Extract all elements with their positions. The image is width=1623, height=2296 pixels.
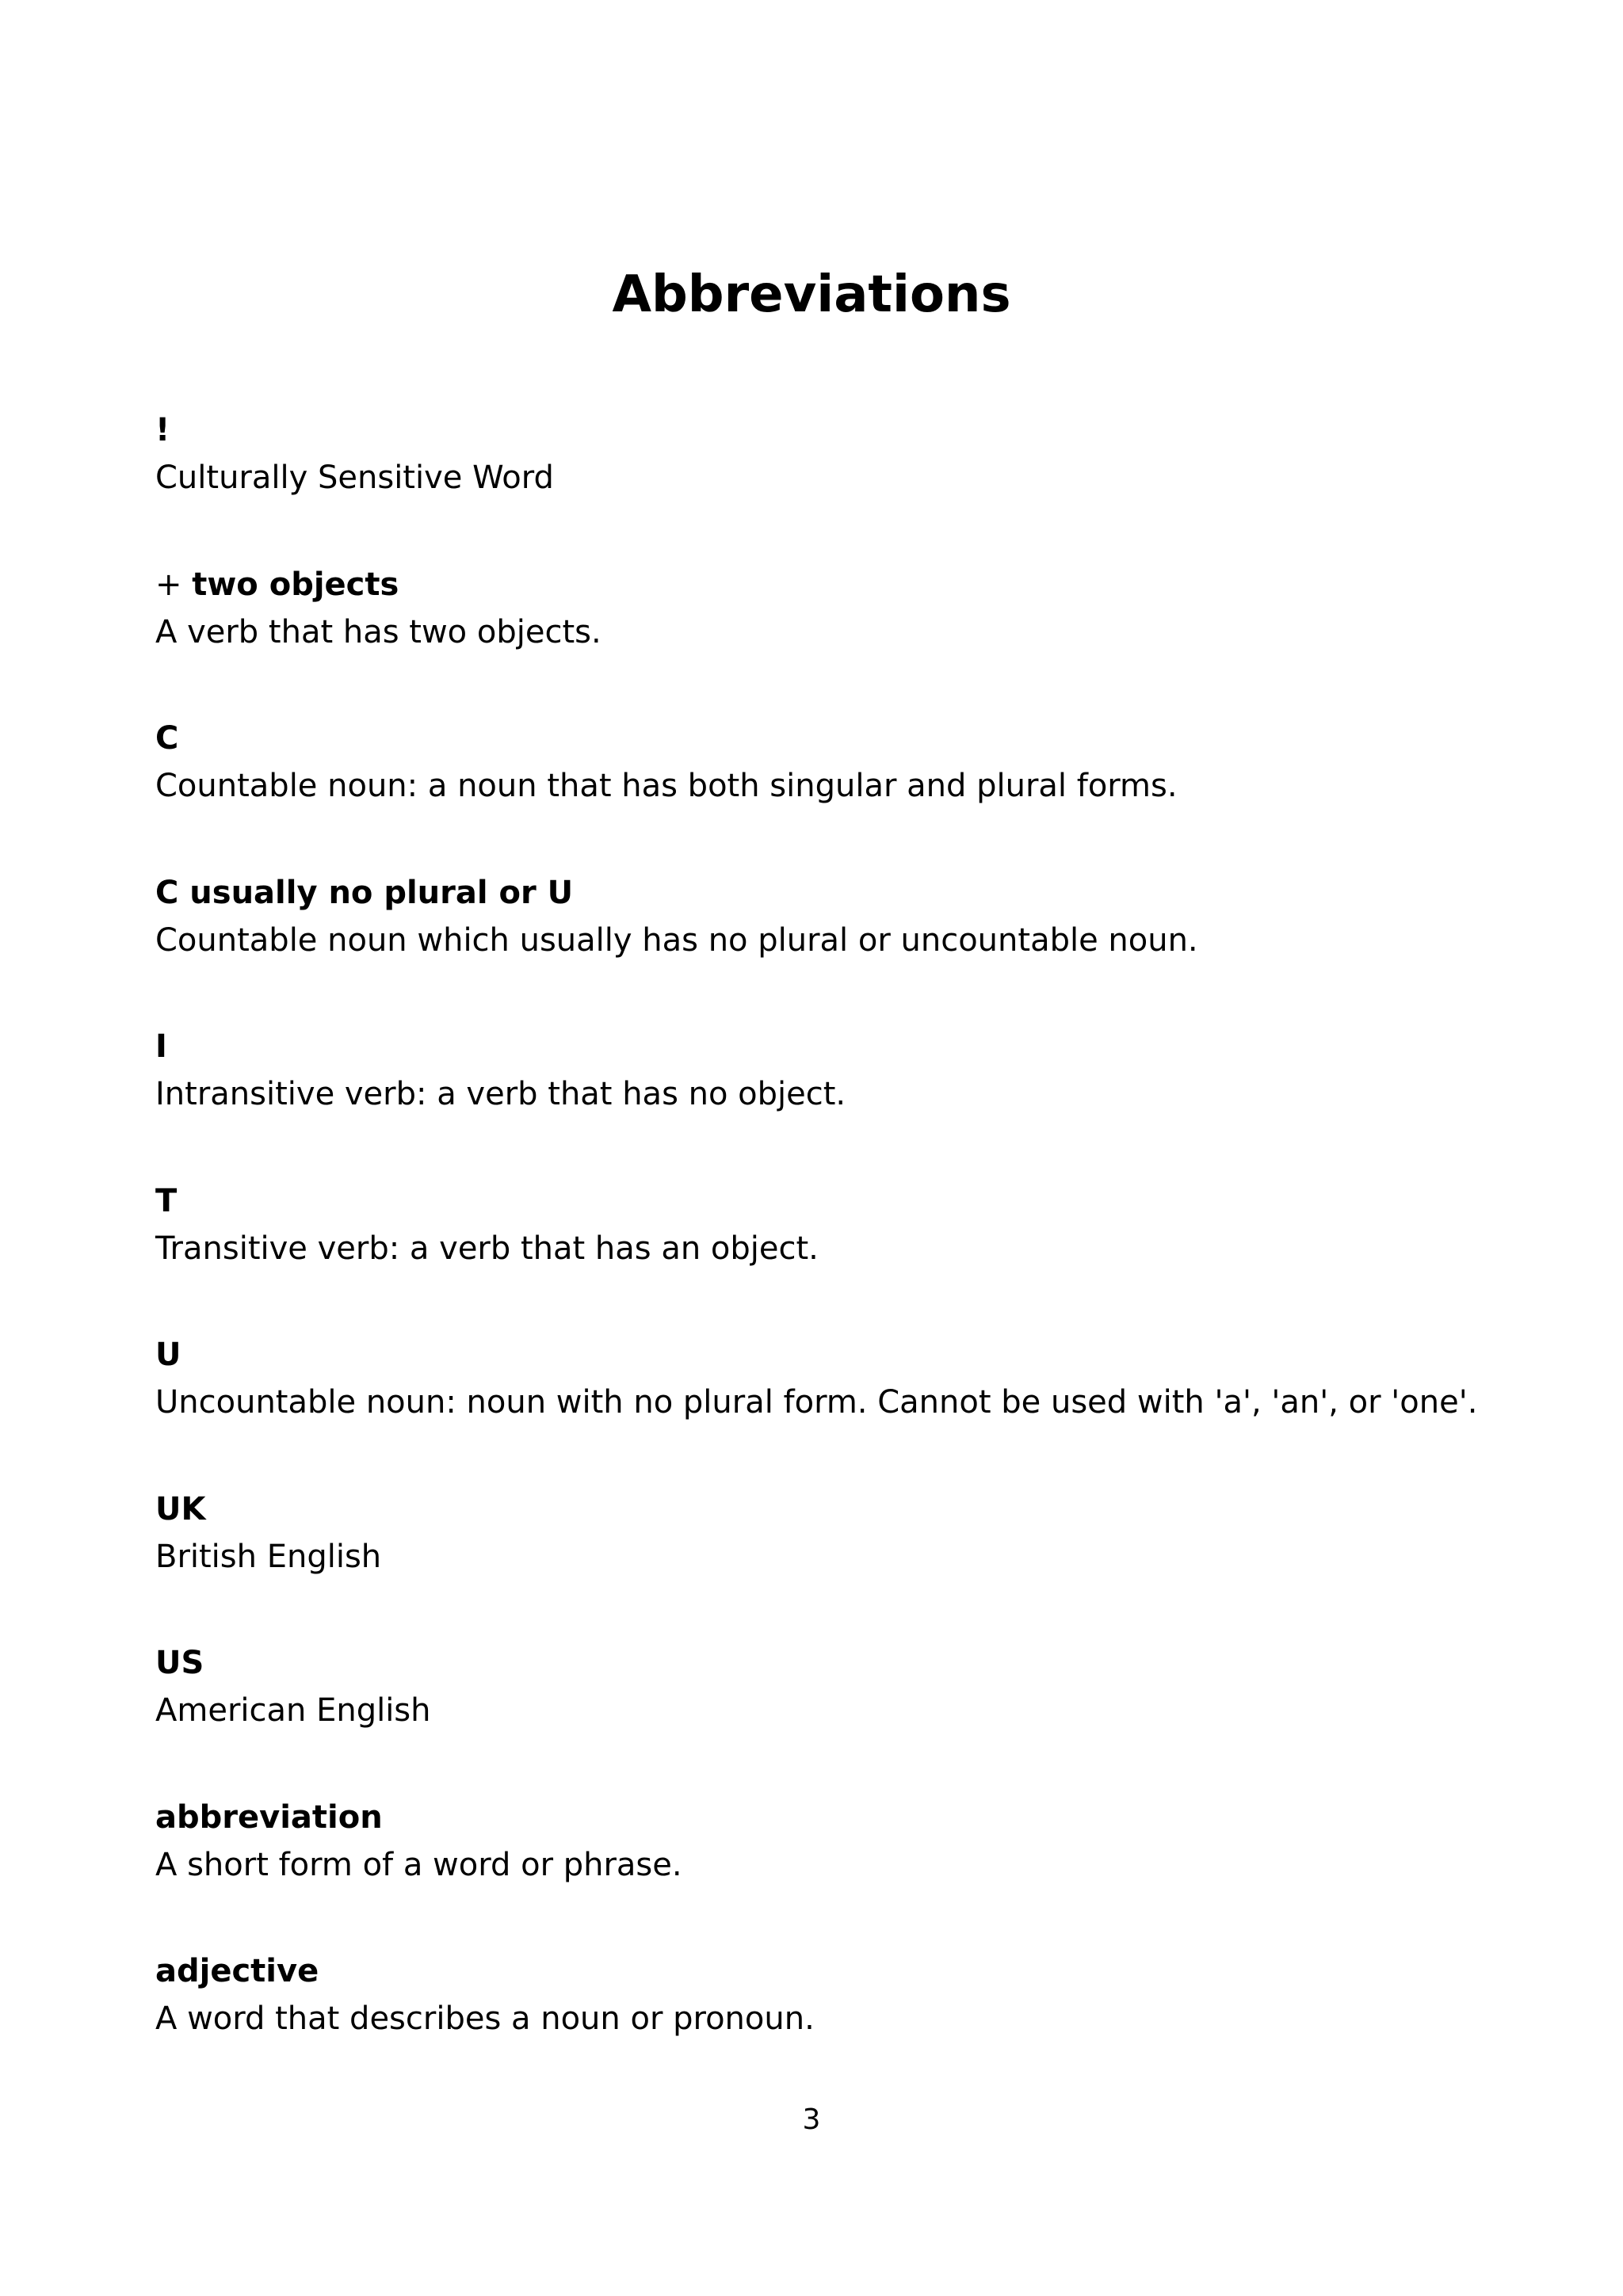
term-prefix: + — [155, 566, 193, 603]
term-text: T — [155, 1182, 178, 1219]
page-number: 3 — [802, 2103, 821, 2136]
entry-definition: A word that describes a noun or pronoun. — [155, 2000, 815, 2037]
term-text: UK — [155, 1490, 206, 1527]
entry-term — [155, 1639, 1503, 1687]
entry-term — [155, 1486, 1503, 1533]
term-text: two objects — [192, 566, 399, 603]
entry-term — [155, 561, 1503, 608]
entry-term — [155, 1177, 1503, 1225]
term-text: C usually no plural or U — [155, 874, 574, 911]
entry-definition: Countable noun: a noun that has both singular and plural forms. — [155, 768, 1178, 804]
abbreviation-entry — [155, 715, 1503, 869]
abbreviation-entry — [155, 561, 1503, 715]
term-text: C — [155, 720, 179, 757]
abbreviation-entry — [155, 1947, 1503, 2102]
term-text: abbreviation — [155, 1798, 383, 1836]
term-text: U — [155, 1337, 181, 1373]
abbreviation-entry — [155, 1177, 1503, 1332]
abbreviation-entry — [155, 1639, 1503, 1794]
abbreviation-entry — [155, 1794, 1503, 1948]
entry-definition: Transitive verb: a verb that has an object. — [155, 1230, 819, 1267]
term-text: adjective — [155, 1953, 319, 1989]
entry-definition: Countable noun which usually has no plural or uncountable noun. — [155, 921, 1198, 959]
abbreviation-entry — [155, 1023, 1503, 1177]
entry-definition: American English — [155, 1692, 431, 1729]
abbreviation-entry — [155, 1486, 1503, 1640]
term-text: ! — [155, 412, 170, 448]
entry-term — [155, 1794, 1503, 1841]
entry-term — [155, 1947, 1503, 1995]
entry-term — [155, 1023, 1503, 1070]
page-title: Abbreviations — [612, 265, 1011, 324]
entry-definition: A verb that has two objects. — [155, 613, 601, 650]
entry-definition: Intransitive verb: a verb that has no object. — [155, 1076, 846, 1112]
entry-definition: A short form of a word or phrase. — [155, 1846, 682, 1883]
abbreviation-entry — [155, 406, 1503, 561]
abbreviation-entry — [155, 869, 1503, 1024]
term-text: I — [155, 1028, 167, 1065]
entry-term — [155, 715, 1503, 762]
term-text: US — [155, 1645, 204, 1681]
abbreviation-list — [155, 406, 1503, 2102]
entry-definition: British English — [155, 1538, 382, 1575]
entry-definition: Culturally Sensitive Word — [155, 460, 554, 496]
entry-definition: Uncountable noun: noun with no plural form. Cannot be used with 'a', 'an', or 'one'. — [155, 1384, 1478, 1421]
entry-term — [155, 1331, 1503, 1379]
entry-term — [155, 406, 1503, 454]
entry-term — [155, 869, 1503, 917]
abbreviation-entry — [155, 1331, 1503, 1486]
